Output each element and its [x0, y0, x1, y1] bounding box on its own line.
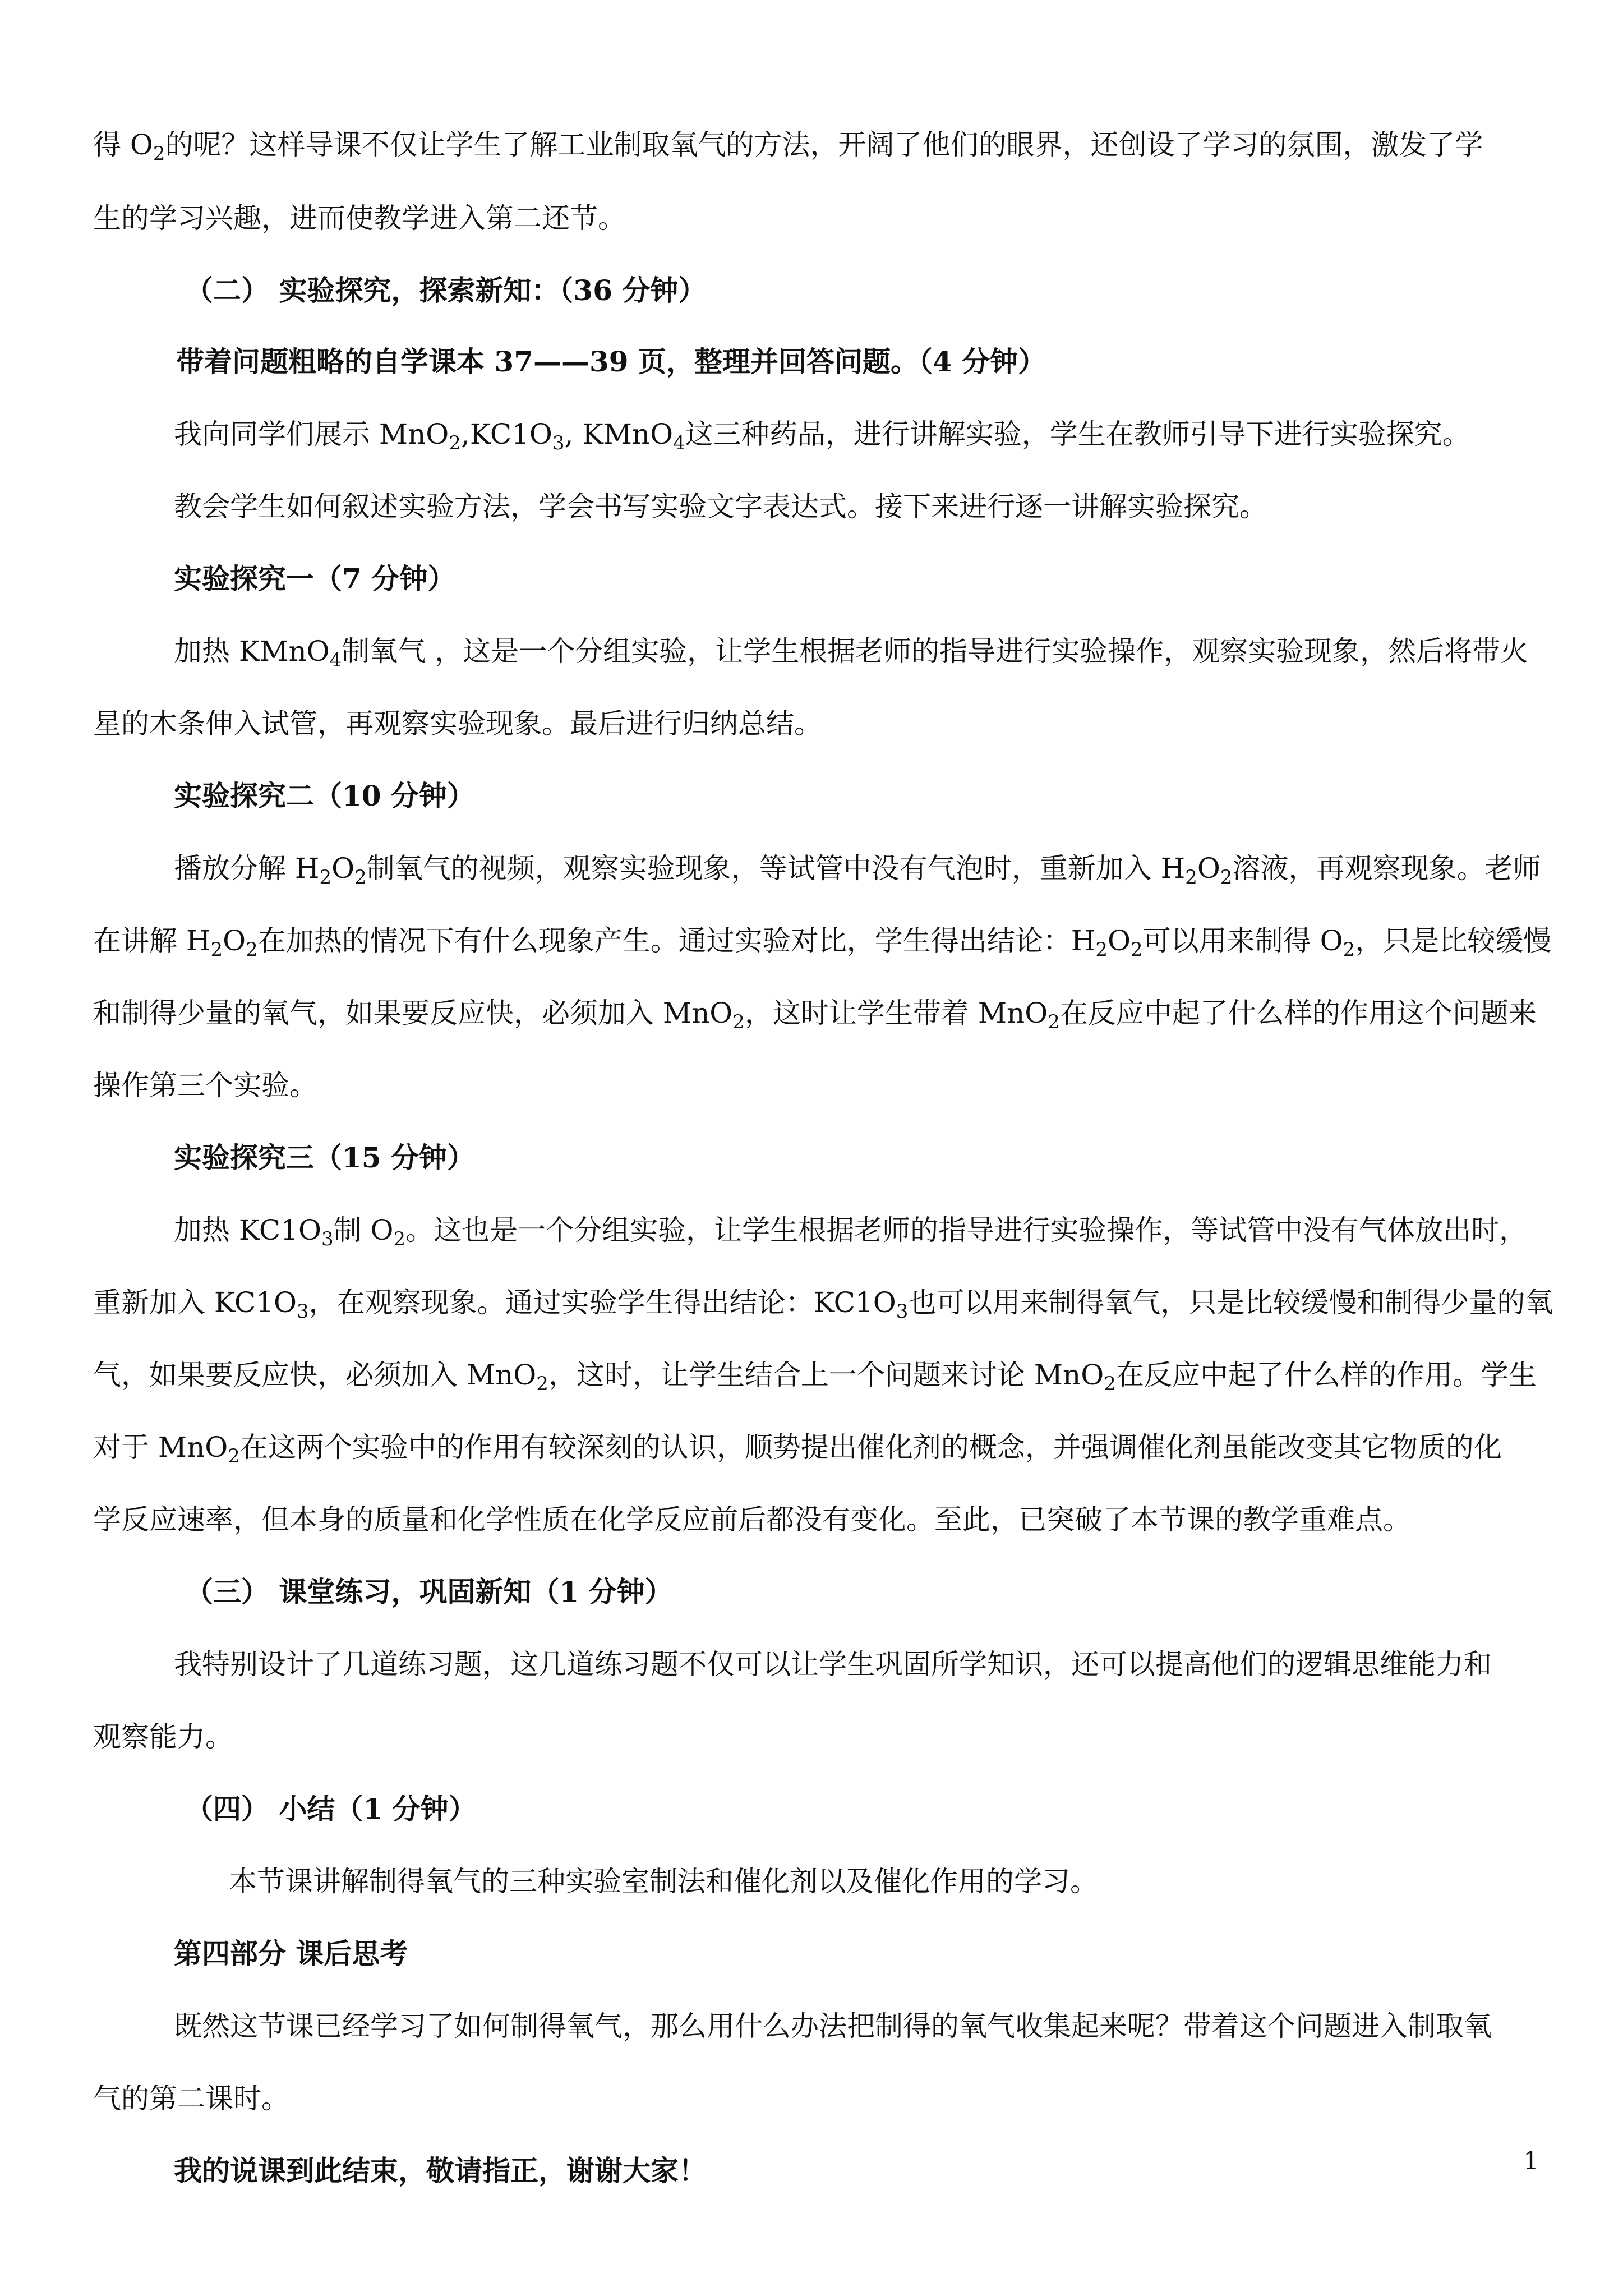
text-run: 我向同学们展示 MnO [174, 418, 449, 450]
paragraph-line [93, 996, 1537, 1033]
text-run: 和制得少量的氧气，如果要反应快，必须加入 MnO [93, 997, 733, 1029]
text-run: 生的学习兴趣，进而使教学进入第二还节。 [93, 202, 626, 234]
text-run: （二） 实验探究，探索新知：（36 分钟） [185, 274, 707, 307]
subscript: 2 [354, 866, 367, 889]
subscript: 2 [228, 1445, 240, 1467]
text-run: 加热 KC1O [174, 1214, 321, 1246]
text-run: ，这时，让学生结合上一个问题来讨论 MnO [548, 1359, 1104, 1391]
text-run: 也可以用来制得氧气，只是比较缓慢和制得少量的氧 [908, 1286, 1553, 1319]
text-run: 实验探究二（10 分钟） [174, 779, 475, 812]
text-run: O [1197, 852, 1220, 885]
paragraph-line [174, 2009, 1492, 2043]
paragraph-line [93, 1358, 1537, 1395]
subscript: 2 [1131, 938, 1143, 961]
paragraph-line [174, 490, 1267, 523]
text-run: ，只是比较缓慢 [1355, 924, 1552, 957]
paragraph-line [93, 1069, 317, 1102]
text-run: O [223, 924, 246, 957]
text-run: O [331, 852, 355, 885]
paragraph-line [174, 852, 1541, 889]
text-run: 的呢？这样导课不仅让学生了解工业制取氧气的方法，开阔了他们的眼界，还创设了学习的氛围，激发了学 [165, 128, 1483, 161]
subscript: 3 [896, 1300, 909, 1323]
subscript: 2 [732, 1011, 745, 1033]
paragraph-line [174, 1648, 1492, 1681]
text-run: 加热 KMnO [174, 635, 330, 668]
text-run: 带着问题粗略的自学课本 37——39 页，整理并回答问题。（4 分钟） [176, 345, 1046, 378]
subscript: 2 [1220, 866, 1233, 889]
text-run: （三） 课堂练习，巩固新知（1 分钟） [185, 1575, 673, 1608]
text-run: 这三种药品，进行讲解实验，学生在教师引导下进行实验探究。 [685, 418, 1470, 450]
text-run: 既然这节课已经学习了如何制得氧气，那么用什么办法把制得的氧气收集起来呢？带着这个问题进入制取氧 [174, 2010, 1492, 2042]
text-run: O [1108, 924, 1131, 957]
paragraph-line [93, 1286, 1553, 1323]
text-run: ，这时让学生带着 MnO [744, 997, 1048, 1029]
text-run: 实验探究一（7 分钟） [174, 562, 456, 595]
text-run: 在加热的情况下有什么现象产生。通过实验对比，学生得出结论：H [257, 924, 1096, 957]
section-heading [174, 562, 455, 596]
text-run: 本节课讲解制得氧气的三种实验室制法和催化剂以及催化作用的学习。 [229, 1865, 1098, 1898]
paragraph-line [93, 201, 626, 235]
text-run: ,KC1O [460, 418, 552, 450]
text-run: 实验探究三（15 分钟） [174, 1141, 475, 1174]
text-run: ，在观察现象。通过实验学生得出结论：KC1O [308, 1286, 896, 1319]
paragraph-line [229, 1865, 1098, 1898]
text-run: 在反应中起了什么样的作用这个问题来 [1059, 997, 1537, 1029]
text-run: 得 O [93, 128, 153, 161]
subscript: 2 [1185, 866, 1197, 889]
paragraph-line [93, 924, 1552, 961]
text-run: 学反应速率，但本身的质量和化学性质在化学反应前后都没有变化。至此，已突破了本节课的教学重难点。 [93, 1503, 1411, 1536]
text-run: 在讲解 H [93, 924, 211, 957]
subscript: 2 [1048, 1011, 1060, 1033]
text-run: 重新加入 KC1O [93, 1286, 297, 1319]
paragraph-line [174, 1213, 1528, 1250]
text-run: 操作第三个实验。 [93, 1069, 317, 1102]
text-run: 我特别设计了几道练习题，这几道练习题不仅可以让学生巩固所学知识，还可以提高他们的逻辑思维能力和 [174, 1648, 1492, 1681]
text-run: 对于 MnO [93, 1431, 228, 1464]
text-run: （四） 小结（1 分钟） [185, 1792, 477, 1825]
section-heading [185, 1792, 477, 1826]
subscript: 2 [1104, 1373, 1116, 1395]
section-heading [185, 274, 706, 307]
section-heading [176, 345, 1046, 379]
section-heading [174, 2154, 707, 2188]
text-run: 我的说课到此结束，敬请指正，谢谢大家！ [174, 2154, 707, 2187]
section-heading [174, 779, 475, 813]
paragraph-line [93, 1720, 233, 1754]
text-run: 播放分解 H [174, 852, 320, 885]
subscript: 2 [319, 866, 332, 889]
text-run: 在这两个实验中的作用有较深刻的认识，顺势提出催化剂的概念，并强调催化剂虽能改变其它物质的化 [239, 1431, 1502, 1464]
section-heading [174, 1141, 475, 1175]
text-run: 观察能力。 [93, 1720, 233, 1753]
paragraph-line [93, 707, 822, 740]
paragraph-line [93, 2082, 289, 2115]
text-run: 制氧气的视频，观察实验现象，等试管中没有气泡时，重新加入 H [366, 852, 1186, 885]
section-heading [174, 1937, 408, 1971]
subscript: 4 [329, 649, 342, 671]
subscript: 2 [536, 1373, 548, 1395]
text-run: 。这也是一个分组实验，让学生根据老师的指导进行实验操作，等试管中没有气体放出时， [405, 1214, 1528, 1246]
text-run: 溶液，再观察现象。老师 [1232, 852, 1541, 885]
text-run: 星的木条伸入试管，再观察实验现象。最后进行归纳总结。 [93, 707, 822, 740]
section-heading [185, 1575, 673, 1609]
paragraph-line [93, 1430, 1502, 1467]
paragraph-line [174, 417, 1470, 454]
subscript: 2 [1343, 938, 1355, 961]
text-run: 可以用来制得 O [1142, 924, 1343, 957]
paragraph-line [93, 128, 1483, 165]
subscript: 2 [153, 142, 165, 165]
subscript: 2 [393, 1228, 406, 1250]
subscript: 3 [321, 1228, 334, 1250]
paragraph-line [174, 634, 1529, 671]
paragraph-line [93, 1503, 1411, 1536]
subscript: 3 [552, 432, 565, 454]
subscript: 2 [449, 432, 461, 454]
text-run: 制氧气 ，这是一个分组实验，让学生根据老师的指导进行实验操作，观察实验现象，然后将带火 [342, 635, 1529, 668]
text-run: 教会学生如何叙述实验方法，学会书写实验文字表达式。接下来进行逐一讲解实验探究。 [174, 490, 1267, 523]
page-number: 1 [1523, 2147, 1539, 2175]
subscript: 2 [246, 938, 258, 961]
subscript: 2 [1095, 938, 1108, 961]
subscript: 2 [210, 938, 223, 961]
subscript: 4 [673, 432, 685, 454]
text-run: 制 O [333, 1214, 394, 1246]
text-run: , KMnO [564, 418, 674, 450]
text-run: 气的第二课时。 [93, 2082, 289, 2115]
text-run: 在反应中起了什么样的作用。学生 [1115, 1359, 1537, 1391]
text-run: 气，如果要反应快，必须加入 MnO [93, 1359, 537, 1391]
text-run: 第四部分 课后思考 [174, 1937, 408, 1970]
subscript: 3 [296, 1300, 309, 1323]
